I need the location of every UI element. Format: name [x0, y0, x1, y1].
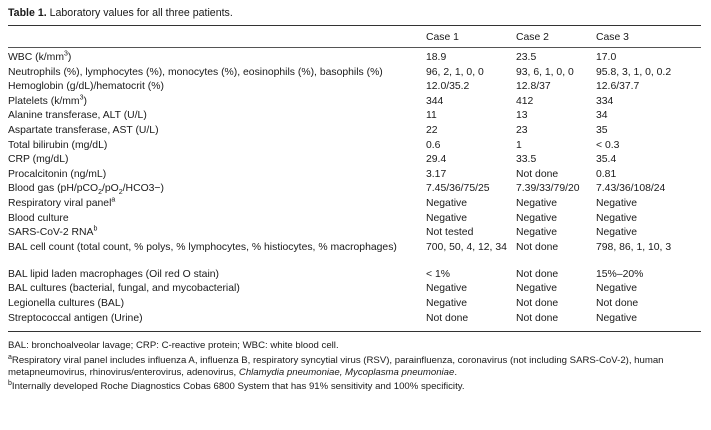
- row-parameter: [8, 81, 426, 96]
- row-value-case-2: 7.39/33/79/20: [516, 183, 580, 195]
- footnote-b-text: Internally developed Roche Diagnostics Cobas 6800 System that has 91% sensitivity and 100% specificity.: [11, 380, 465, 392]
- row-value-case-3: 7.43/36/108/24: [596, 183, 666, 195]
- row-parameter-label: Streptococcal antigen (Urine): [8, 312, 143, 324]
- row-parameter: [8, 125, 426, 140]
- table-row: [8, 169, 701, 184]
- row-parameter: [8, 198, 426, 213]
- table-row: [8, 213, 701, 228]
- row-parameter-label: Blood culture: [8, 212, 69, 224]
- row-value-case-2: Not done: [516, 241, 559, 253]
- row-value-case-1: 344: [426, 95, 444, 107]
- row-parameter: [8, 269, 426, 284]
- row-value-case-2: Negative: [516, 283, 558, 295]
- header-case-2: Case 2: [516, 26, 596, 48]
- row-value-case-3: 334: [596, 95, 614, 107]
- row-parameter-suffix: ): [83, 95, 87, 107]
- row-parameter-label: SARS-CoV-2 RNA: [8, 227, 94, 239]
- row-value-case-2: Negative: [516, 227, 558, 239]
- footnote-b: [8, 381, 701, 394]
- row-parameter: [8, 140, 426, 155]
- row-value-case-1: Negative: [426, 212, 468, 224]
- row-parameter-superscript: b: [93, 225, 98, 233]
- header-parameter: [8, 26, 426, 48]
- lab-values-table: [8, 26, 701, 331]
- table-row: [8, 269, 701, 284]
- row-parameter: Blood gas $(pH/pCO_2/pO_2/HCO3-)$: [8, 183, 164, 197]
- row-value-case-2: Not done: [516, 168, 559, 180]
- table-row: [8, 125, 701, 140]
- row-parameter: [8, 48, 426, 67]
- row-parameter: [8, 298, 426, 313]
- row-parameter: [8, 110, 426, 125]
- row-value-case-1: Negative: [426, 197, 468, 209]
- row-value-case-2: Negative: [516, 212, 558, 224]
- row-value-case-2: 23.5: [516, 52, 537, 63]
- table-row: [8, 242, 701, 269]
- row-value-case-1: 29.4: [426, 154, 447, 166]
- table-caption-text: Laboratory values for all three patients.: [49, 7, 233, 19]
- row-value-case-1: Not tested: [426, 227, 474, 239]
- row-value-case-3: Negative: [596, 283, 638, 295]
- row-parameter: [8, 67, 426, 82]
- row-parameter-label: Neutrophils (%), lymphocytes (%), monocytes (%), eosinophils (%), basophils (%): [8, 66, 383, 78]
- row-value-case-1: 3.17: [426, 168, 447, 180]
- table-row: [8, 110, 701, 125]
- footnote-a-italic: Chlamydia pneumoniae, Mycoplasma pneumoniae: [238, 367, 455, 379]
- row-value-case-3: Negative: [596, 312, 638, 324]
- row-value-case-2: Not done: [516, 312, 559, 324]
- table-row: [8, 96, 701, 111]
- row-value-case-2: 12.8/37: [516, 81, 551, 93]
- row-value-case-3: 34: [596, 110, 608, 122]
- row-value-case-1: 18.9: [426, 52, 447, 63]
- header-case-3: Case 3: [596, 26, 701, 48]
- row-parameter: [8, 154, 426, 169]
- row-parameter-label: CRP (mg/dL): [8, 154, 69, 166]
- row-parameter: [8, 242, 426, 269]
- row-value-case-1: 22: [426, 124, 438, 136]
- footnote-a-text: Respiratory viral panel includes influenza A, influenza B, respiratory syncytial virus (RSV), parainfluenza, coronavirus (not including SARS-CoV-2), human metapneumovirus, rhinovirus/enterovirus, adenovirus,: [8, 354, 664, 379]
- row-parameter-label: Procalcitonin (ng/mL): [8, 168, 107, 180]
- row-parameter-label: BAL cultures (bacterial, fungal, and mycobacterial): [8, 283, 240, 295]
- row-value-case-3: Not done: [596, 297, 639, 309]
- row-value-case-3: 798, 86, 1, 10, 3: [596, 241, 672, 253]
- table-footnotes: [8, 340, 701, 393]
- row-value-case-3: Negative: [596, 197, 638, 209]
- row-value-case-3: < 0.3: [596, 139, 620, 151]
- row-parameter-label: Total bilirubin (mg/dL): [8, 139, 108, 151]
- row-value-case-2: 412: [516, 95, 534, 107]
- table-row: [8, 298, 701, 313]
- footnote-a: [8, 355, 701, 380]
- footnote-a-end: .: [454, 367, 458, 379]
- footnote-abbreviations: BAL: bronchoalveolar lavage; CRP: C-reactive protein; WBC: white blood cell.: [8, 340, 339, 352]
- row-value-case-1: Negative: [426, 297, 468, 309]
- row-parameter: [8, 213, 426, 228]
- row-value-case-2: 33.5: [516, 154, 537, 166]
- row-parameter-label: BAL lipid laden macrophages (Oil red O stain): [8, 268, 219, 280]
- table-row: [8, 154, 701, 169]
- table-row: [8, 313, 701, 332]
- row-value-case-2: 13: [516, 110, 528, 122]
- row-parameter: [8, 227, 426, 242]
- row-value-case-2: 93, 6, 1, 0, 0: [516, 66, 574, 78]
- row-parameter-superscript: 3: [63, 50, 68, 58]
- row-value-case-1: 96, 2, 1, 0, 0: [426, 66, 484, 78]
- row-value-case-1: Negative: [426, 283, 468, 295]
- row-value-case-3: 12.6/37.7: [596, 81, 640, 93]
- row-value-case-2: Not done: [516, 268, 559, 280]
- row-value-case-3: 0.81: [596, 168, 617, 180]
- row-parameter-label: Legionella cultures (BAL): [8, 297, 125, 309]
- row-value-case-1: < 1%: [426, 268, 450, 280]
- table-bottom-rule: [8, 331, 701, 332]
- table-row: [8, 48, 701, 67]
- row-parameter-label: Alanine transferase, ALT (U/L): [8, 110, 147, 122]
- footnote-b-marker: b: [8, 379, 12, 387]
- row-value-case-1: 700, 50, 4, 12, 34: [426, 241, 507, 253]
- row-value-case-3: 17.0: [596, 52, 617, 63]
- table-row: [8, 81, 701, 96]
- row-parameter-label: Respiratory viral panel: [8, 197, 112, 209]
- row-parameter-suffix: ): [67, 52, 72, 63]
- table-header-row: [8, 26, 701, 48]
- table-row: [8, 198, 701, 213]
- row-value-case-1: 12.0/35.2: [426, 81, 470, 93]
- row-value-case-2: Negative: [516, 197, 558, 209]
- row-value-case-1: 11: [426, 110, 437, 122]
- table-row: [8, 67, 701, 82]
- row-parameter: [8, 313, 426, 332]
- table-caption-label: Table 1.: [8, 7, 47, 19]
- row-parameter-superscript: 3: [79, 94, 84, 102]
- row-value-case-3: 15%–20%: [596, 268, 644, 280]
- row-value-case-3: 95.8, 3, 1, 0, 0.2: [596, 66, 672, 78]
- row-parameter: [8, 96, 426, 111]
- row-parameter-label: Hemoglobin (g/dL)/hematocrit (%): [8, 81, 164, 93]
- table-row: [8, 227, 701, 242]
- row-value-case-3: 35.4: [596, 154, 617, 166]
- row-parameter-label: WBC (k/mm: [8, 52, 64, 63]
- header-case-1: Case 1: [426, 26, 516, 48]
- row-value-case-2: 23: [516, 124, 528, 136]
- row-value-case-1: 7.45/36/75/25: [426, 183, 490, 195]
- row-value-case-1: Not done: [426, 312, 469, 324]
- row-value-case-1: 0.6: [426, 139, 441, 151]
- row-value-case-3: Negative: [596, 227, 638, 239]
- row-value-case-2: 1: [516, 139, 522, 151]
- table-body: [8, 48, 701, 332]
- table-row: [8, 283, 701, 298]
- row-value-case-3: Negative: [596, 212, 638, 224]
- row-parameter-label: BAL cell count (total count, % polys, % lymphocytes, % histiocytes, % macrophages): [8, 241, 397, 253]
- row-value-case-3: 35: [596, 124, 608, 136]
- row-parameter-label: Aspartate transferase, AST (U/L): [8, 124, 159, 136]
- row-value-case-2: Not done: [516, 297, 559, 309]
- row-parameter: [8, 169, 426, 184]
- row-parameter: [8, 283, 426, 298]
- table-row: [8, 140, 701, 155]
- footnote-a-marker: a: [8, 353, 12, 361]
- row-parameter-superscript: a: [111, 196, 116, 204]
- row-parameter-label: Platelets (k/mm: [8, 95, 80, 107]
- table-caption: [8, 6, 701, 20]
